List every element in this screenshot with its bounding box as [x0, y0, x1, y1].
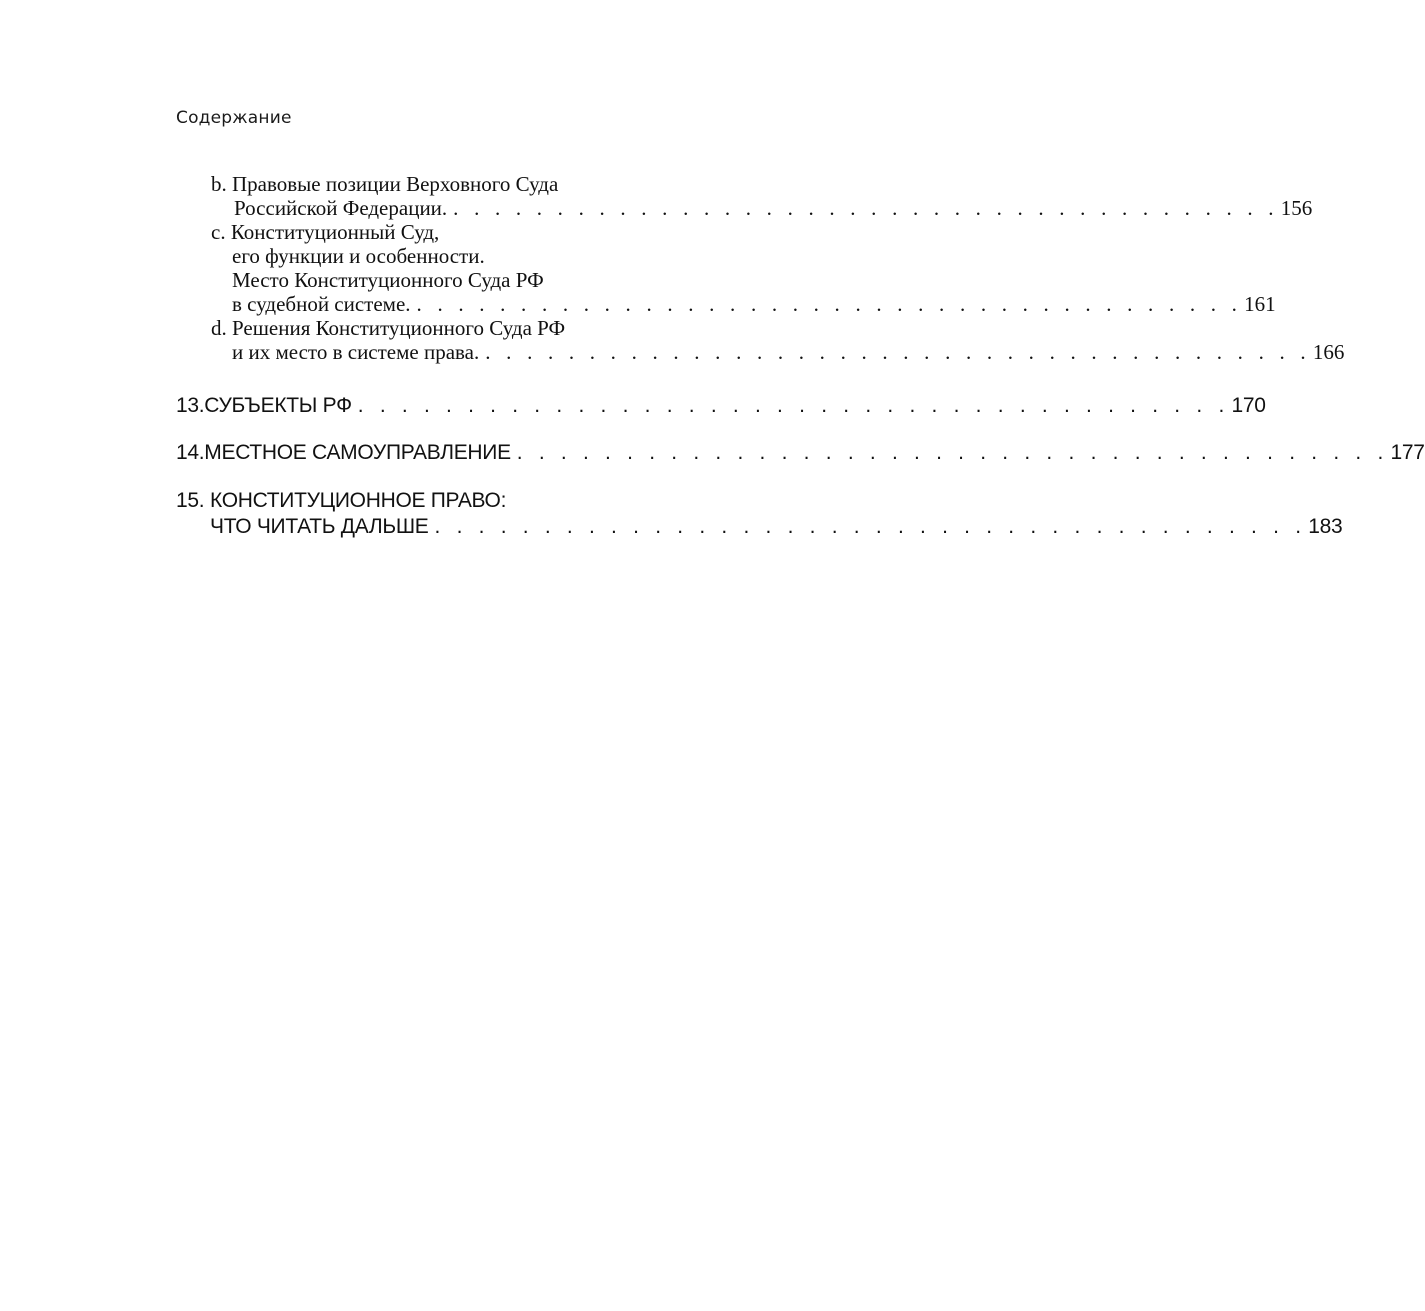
toc-entry-label: b. — [211, 172, 227, 196]
toc-entry-title: в судебной системе. — [232, 292, 411, 316]
running-head: Содержание — [176, 108, 292, 128]
toc-entry-d-line-2[interactable] — [232, 340, 1345, 364]
toc-entry-d-line-1[interactable] — [211, 316, 565, 340]
toc-chapter-title: ЧТО ЧИТАТЬ ДАЛЬШЕ — [210, 515, 429, 538]
toc-chapter-14[interactable] — [176, 440, 1425, 466]
toc-entry-c-line-3[interactable] — [232, 268, 544, 292]
toc-chapter-13[interactable] — [176, 393, 1266, 419]
toc-entry-c-line-2[interactable] — [232, 244, 485, 268]
toc-entry-b-line-1[interactable] — [211, 172, 558, 196]
toc-entry-title: Место Конституционного Суда РФ — [232, 268, 544, 292]
toc-chapter-15-line-2[interactable] — [210, 514, 1343, 540]
leader-dots: . . . . . . . . . . . . . . . . . . . . . . . . . . . . . . . . . . . . . . . . — [453, 196, 1279, 220]
toc-entry-label: c. — [211, 220, 226, 244]
toc-entry-b-line-2[interactable] — [234, 196, 1313, 220]
toc-entry-title: Российской Федерации. — [234, 196, 448, 220]
toc-chapter-number: 15. — [176, 489, 205, 512]
toc-page-number: 166 — [1312, 340, 1345, 364]
toc-entry-c-line-4[interactable] — [232, 292, 1276, 316]
toc-chapter-title: МЕСТНОЕ САМОУПРАВЛЕНИЕ — [204, 441, 511, 464]
leader-dots: . . . . . . . . . . . . . . . . . . . . . . . . . . . . . . . . . . . . . . . . — [485, 340, 1311, 364]
leader-dots: . . . . . . . . . . . . . . . . . . . . . . . . . . . . . . . . . . . . . . . . — [416, 292, 1243, 316]
toc-entry-title: Правовые позиции Верховного Суда — [232, 172, 559, 196]
toc-entry-c-line-1[interactable] — [211, 220, 439, 244]
leader-dots: . . . . . . . . . . . . . . . . . . . . . . . . . . . . . . . . . . . . . . . . — [516, 441, 1389, 464]
toc-page-number: 161 — [1244, 292, 1276, 316]
toc-chapter-15-line-1[interactable] — [176, 488, 506, 514]
toc-page-number: 183 — [1308, 515, 1343, 538]
toc-chapter-number: 13. — [176, 394, 205, 417]
toc-entry-label: d. — [211, 316, 227, 340]
toc-entry-title: Решения Конституционного Суда РФ — [232, 316, 566, 340]
toc-page-number: 156 — [1280, 196, 1313, 220]
toc-chapter-number: 14. — [176, 441, 205, 464]
toc-entry-title: и их место в системе права. — [232, 340, 480, 364]
toc-chapter-title: СУБЪЕКТЫ РФ — [204, 394, 352, 417]
leader-dots: . . . . . . . . . . . . . . . . . . . . . . . . . . . . . . . . . . . . . . . . — [357, 394, 1230, 417]
toc-page-number: 177 — [1390, 441, 1425, 464]
toc-entry-title: Конституционный Суд, — [230, 220, 440, 244]
toc-chapter-title: КОНСТИТУЦИОННОЕ ПРАВО: — [210, 489, 507, 512]
toc-page-number: 170 — [1231, 394, 1266, 417]
leader-dots: . . . . . . . . . . . . . . . . . . . . . . . . . . . . . . . . . . . . . . . . — [434, 515, 1307, 538]
toc-entry-title: его функции и особенности. — [232, 244, 485, 268]
